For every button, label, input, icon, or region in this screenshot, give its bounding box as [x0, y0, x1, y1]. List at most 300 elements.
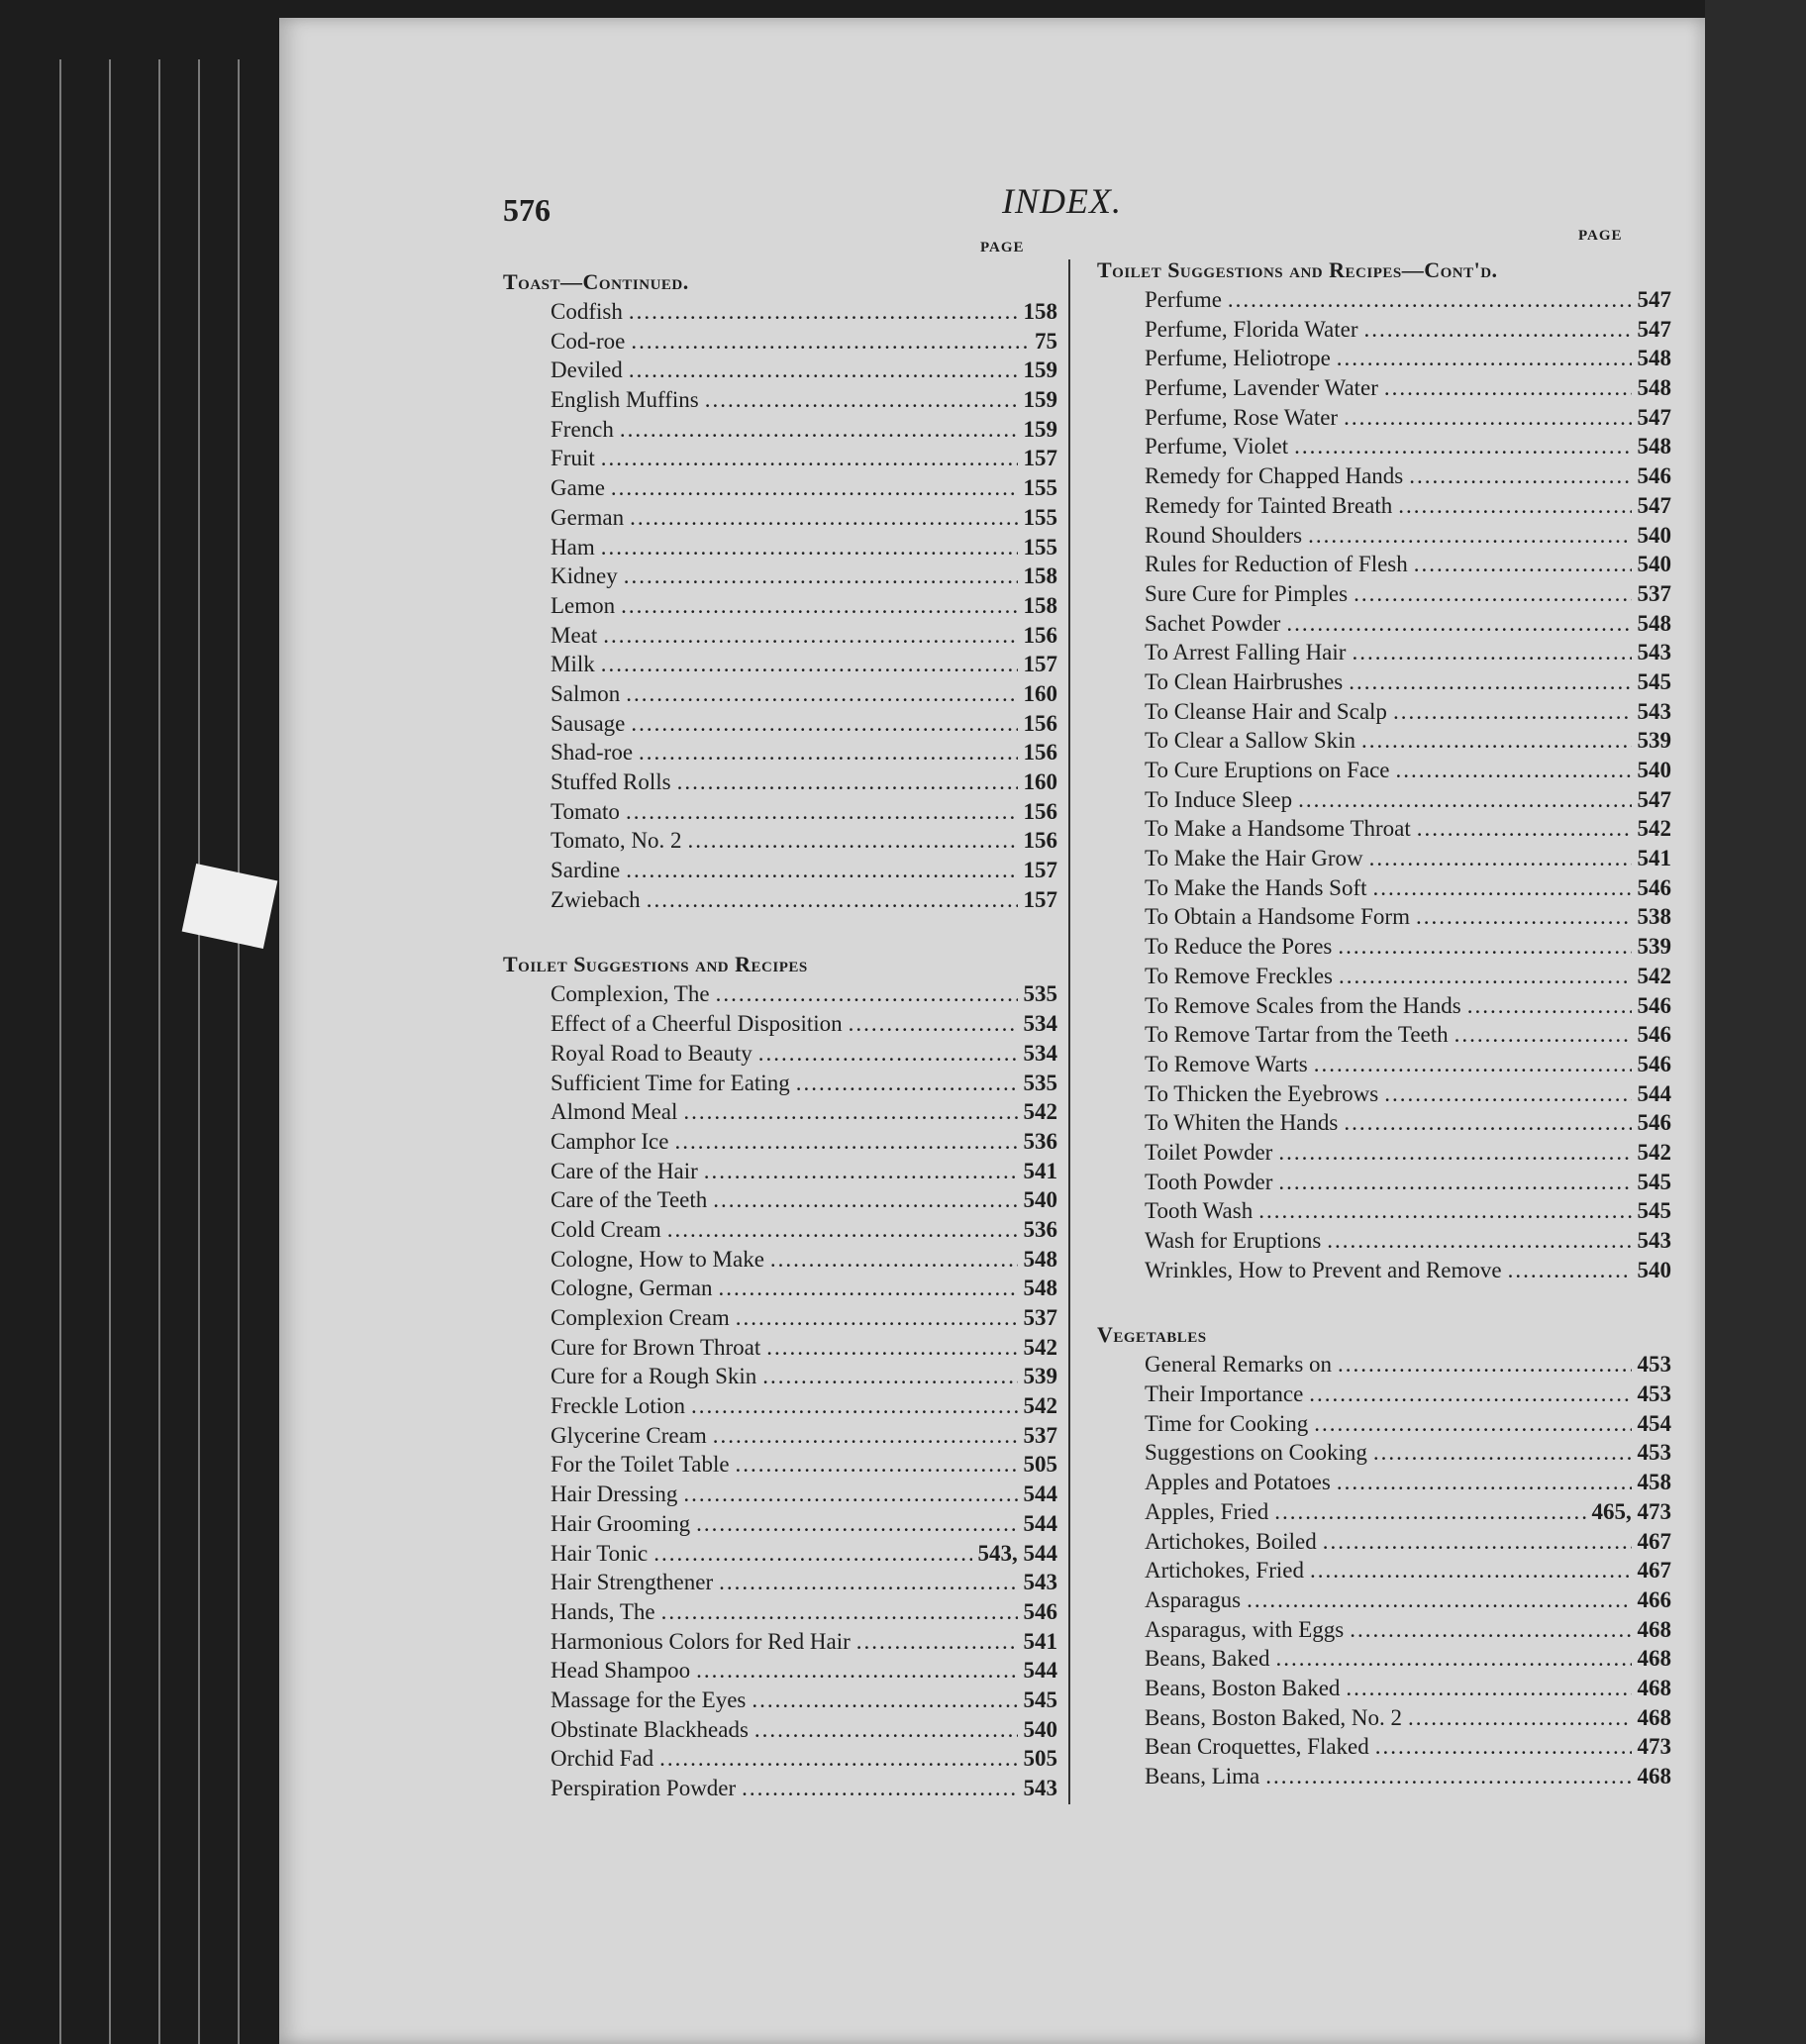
- index-entry: [503, 709, 1057, 739]
- entry-label: To Remove Scales from the Hands: [1145, 992, 1461, 1018]
- left-page-column-header: PAGE: [980, 240, 1025, 256]
- dot-leader: [631, 709, 1017, 739]
- dot-leader: [796, 1069, 1018, 1098]
- index-entry: [503, 856, 1057, 885]
- entry-label: Hair Dressing: [551, 1482, 678, 1507]
- index-entry: [1097, 521, 1671, 551]
- dot-leader: [683, 1097, 1017, 1127]
- entry-page: 543: [1637, 698, 1671, 724]
- index-entry: [503, 356, 1057, 385]
- index-entry: [1097, 1703, 1671, 1733]
- index-entry: [1097, 638, 1671, 667]
- entry-page: 541: [1023, 1628, 1057, 1654]
- index-entry: [1097, 1527, 1671, 1557]
- dot-leader: [1352, 638, 1631, 667]
- index-entry: [503, 562, 1057, 591]
- entry-page: 468: [1637, 1646, 1671, 1672]
- entry-label: Cologne, How to Make: [551, 1246, 764, 1272]
- index-entry: [503, 885, 1057, 915]
- section-gap: [1097, 1284, 1671, 1320]
- entry-page: 546: [1637, 992, 1671, 1018]
- dot-leader: [1339, 962, 1631, 991]
- dot-leader: [742, 1774, 1017, 1803]
- dot-leader: [624, 562, 1018, 591]
- entry-label: To Remove Tartar from the Teeth: [1145, 1022, 1449, 1048]
- dot-leader: [683, 1480, 1017, 1509]
- entry-page: 468: [1637, 1764, 1671, 1788]
- index-entry: [1097, 814, 1671, 844]
- entry-page: 536: [1023, 1128, 1057, 1154]
- entry-page: 543: [1637, 1228, 1671, 1253]
- index-entry: [1097, 403, 1671, 433]
- dot-leader: [601, 444, 1018, 473]
- entry-label: Milk: [551, 652, 595, 677]
- index-entry: [1097, 697, 1671, 727]
- dot-leader: [736, 1450, 1018, 1480]
- index-entry: [1097, 1762, 1671, 1791]
- index-entry: [503, 1480, 1057, 1509]
- dot-leader: [762, 1362, 1017, 1391]
- column-divider: [1068, 259, 1070, 1804]
- entry-label: Codfish: [551, 299, 623, 324]
- index-entry: [503, 1333, 1057, 1363]
- index-entry: [1097, 1644, 1671, 1674]
- index-entry: [1097, 1079, 1671, 1109]
- dot-leader: [1337, 1468, 1632, 1497]
- dot-leader: [1361, 726, 1631, 756]
- dot-leader: [766, 1333, 1017, 1363]
- dot-leader: [1309, 1380, 1631, 1409]
- entry-page: 542: [1023, 1393, 1057, 1419]
- index-entry: [1097, 1138, 1671, 1168]
- dot-leader: [1417, 814, 1632, 844]
- index-entry: [1097, 1556, 1671, 1585]
- entry-label: To Obtain a Handsome Form: [1145, 904, 1410, 930]
- index-entry: [503, 826, 1057, 856]
- dot-leader: [653, 1539, 971, 1569]
- entry-label: Beans, Boston Baked: [1145, 1675, 1341, 1700]
- index-entry: [503, 1686, 1057, 1715]
- entry-page: 156: [1023, 798, 1057, 824]
- dot-leader: [1373, 1438, 1632, 1468]
- dot-leader: [856, 1627, 1018, 1657]
- entry-label: Sausage: [551, 710, 626, 736]
- entry-label: Kidney: [551, 563, 618, 589]
- dot-leader: [1247, 1585, 1631, 1615]
- entry-label: Rules for Reduction of Flesh: [1145, 552, 1408, 577]
- entry-label: For the Toilet Table: [551, 1452, 730, 1478]
- entry-page: 547: [1637, 287, 1671, 312]
- entry-label: Their Importance: [1145, 1381, 1304, 1407]
- entry-page: 545: [1637, 668, 1671, 694]
- dot-leader: [705, 385, 1018, 415]
- entry-page: 158: [1023, 299, 1057, 324]
- dot-leader: [659, 1744, 1017, 1774]
- entry-label: Cod-roe: [551, 328, 626, 354]
- entry-page: 539: [1637, 728, 1671, 754]
- index-entry: [503, 385, 1057, 415]
- entry-label: Hair Strengthener: [551, 1570, 714, 1595]
- entry-label: To Remove Warts: [1145, 1051, 1308, 1076]
- dot-leader: [626, 797, 1018, 827]
- index-entry: [503, 1744, 1057, 1774]
- entry-page: 539: [1637, 934, 1671, 960]
- dot-leader: [1396, 756, 1632, 785]
- dot-leader: [1265, 1762, 1631, 1791]
- entry-label: Zwiebach: [551, 886, 641, 912]
- entry-page: 468: [1637, 1704, 1671, 1730]
- entry-page: 467: [1637, 1528, 1671, 1554]
- entry-label: German: [551, 504, 625, 530]
- entry-label: Perspiration Powder: [551, 1776, 737, 1800]
- dot-leader: [601, 533, 1018, 562]
- entry-page: 548: [1637, 375, 1671, 401]
- entry-page: 538: [1637, 904, 1671, 930]
- entry-page: 543: [1023, 1570, 1057, 1595]
- entry-page: 158: [1023, 592, 1057, 618]
- dot-leader: [1344, 403, 1631, 433]
- entry-page: 534: [1023, 1040, 1057, 1066]
- entry-page: 546: [1637, 1022, 1671, 1048]
- index-entry: [1097, 285, 1671, 315]
- entry-label: Hands, The: [551, 1598, 655, 1624]
- entry-label: To Make a Handsome Throat: [1145, 816, 1411, 842]
- dot-leader: [1384, 1079, 1631, 1109]
- index-entry: [503, 533, 1057, 562]
- entry-label: To Clean Hairbrushes: [1145, 668, 1344, 694]
- entry-label: Lemon: [551, 592, 616, 618]
- dot-leader: [719, 1568, 1017, 1597]
- right-page-column-header: PAGE: [1578, 228, 1623, 244]
- entry-page: 547: [1637, 492, 1671, 518]
- index-entry: [503, 1627, 1057, 1657]
- index-entry: [503, 1185, 1057, 1215]
- index-entry: [1097, 1497, 1671, 1527]
- entry-page: 156: [1023, 622, 1057, 648]
- dot-leader: [713, 1185, 1017, 1215]
- entry-label: Cure for Brown Throat: [551, 1334, 761, 1360]
- dot-leader: [1350, 1615, 1631, 1645]
- entry-label: Perfume, Lavender Water: [1145, 375, 1378, 401]
- entry-page: 467: [1637, 1558, 1671, 1584]
- entry-page: 546: [1023, 1598, 1057, 1624]
- dot-leader: [719, 1274, 1018, 1303]
- entry-label: Wrinkles, How to Prevent and Remove: [1145, 1257, 1502, 1282]
- index-entry: [1097, 756, 1671, 785]
- entry-label: To Induce Sleep: [1145, 786, 1293, 812]
- index-entry: [503, 738, 1057, 767]
- index-entry: [503, 1391, 1057, 1421]
- entry-page: 548: [1023, 1276, 1057, 1301]
- right-column: [1097, 256, 1671, 1791]
- page-edge: [59, 59, 61, 2044]
- entry-label: To Cure Eruptions on Face: [1145, 758, 1390, 782]
- dot-leader: [770, 1245, 1018, 1275]
- dot-leader: [1409, 461, 1631, 491]
- dot-leader: [704, 1157, 1018, 1186]
- index-entry: [503, 767, 1057, 797]
- dot-leader: [1408, 1703, 1631, 1733]
- entry-page: 537: [1637, 580, 1671, 606]
- entry-label: Almond Meal: [551, 1099, 678, 1125]
- entry-label: Head Shampoo: [551, 1658, 691, 1684]
- entry-page: 547: [1637, 316, 1671, 342]
- index-entry: [503, 1568, 1057, 1597]
- entry-label: Tomato: [551, 798, 620, 824]
- entry-page: 546: [1637, 463, 1671, 489]
- entry-page: 505: [1023, 1452, 1057, 1478]
- entry-page: 537: [1023, 1305, 1057, 1330]
- entry-label: Beans, Lima: [1145, 1764, 1260, 1788]
- entry-label: Ham: [551, 534, 595, 560]
- entry-label: Toilet Powder: [1145, 1139, 1273, 1165]
- entry-page: 545: [1023, 1686, 1057, 1712]
- dot-leader: [631, 327, 1029, 357]
- index-entry: [1097, 1108, 1671, 1138]
- entry-label: Time for Cooking: [1145, 1410, 1309, 1436]
- entry-page: 155: [1023, 504, 1057, 530]
- entry-page: 539: [1023, 1364, 1057, 1389]
- page-number: 576: [503, 192, 551, 228]
- entry-page: 543: [1023, 1776, 1057, 1800]
- entry-label: Game: [551, 475, 605, 501]
- entry-label: Royal Road to Beauty: [551, 1040, 752, 1066]
- dot-leader: [621, 591, 1017, 621]
- entry-label: Complexion, The: [551, 981, 710, 1007]
- entry-label: Sachet Powder: [1145, 610, 1281, 636]
- entry-page: 545: [1637, 1169, 1671, 1194]
- index-entry: [503, 1509, 1057, 1539]
- entry-label: Obstinate Blackheads: [551, 1716, 749, 1742]
- dot-leader: [696, 1509, 1017, 1539]
- entry-page: 155: [1023, 534, 1057, 560]
- index-entry: [503, 1597, 1057, 1627]
- index-entry: [1097, 1256, 1671, 1285]
- dot-leader: [630, 503, 1017, 533]
- entry-page: 158: [1023, 563, 1057, 589]
- dot-leader: [713, 1421, 1018, 1451]
- entry-page: 454: [1637, 1410, 1671, 1436]
- index-entry: [503, 1421, 1057, 1451]
- entry-label: Sardine: [551, 858, 621, 883]
- dot-leader: [1393, 697, 1632, 727]
- entry-label: Orchid Fad: [551, 1746, 654, 1772]
- entry-label: French: [551, 416, 614, 442]
- index-entry: [503, 1774, 1057, 1803]
- index-entry: [1097, 1468, 1671, 1497]
- entry-label: Remedy for Tainted Breath: [1145, 492, 1393, 518]
- dot-leader: [1467, 991, 1632, 1021]
- page-edge: [158, 59, 160, 2044]
- entry-label: Massage for the Eyes: [551, 1686, 747, 1712]
- entry-label: Care of the Hair: [551, 1158, 698, 1183]
- index-entry: [503, 1157, 1057, 1186]
- dot-leader: [736, 1303, 1018, 1333]
- dot-leader: [639, 738, 1017, 767]
- dot-leader: [1384, 373, 1632, 403]
- entry-label: Camphor Ice: [551, 1128, 669, 1154]
- section-heading: Toilet Suggestions and Recipes—Cont'd.: [1097, 257, 1498, 282]
- entry-page: 543, 544: [977, 1540, 1057, 1566]
- dot-leader: [696, 1656, 1017, 1686]
- index-entry: [503, 1715, 1057, 1745]
- entry-label: Glycerine Cream: [551, 1422, 707, 1448]
- dot-leader: [1298, 785, 1631, 815]
- entry-page: 540: [1637, 1257, 1671, 1282]
- dot-leader: [1286, 609, 1631, 639]
- entry-page: 547: [1637, 404, 1671, 430]
- index-entry: [503, 591, 1057, 621]
- dot-leader: [716, 979, 1018, 1009]
- index-entry: [1097, 1585, 1671, 1615]
- entry-page: 156: [1023, 828, 1057, 854]
- entry-page: 542: [1637, 816, 1671, 842]
- index-entry: [1097, 902, 1671, 932]
- dot-leader: [688, 826, 1018, 856]
- dot-leader: [758, 1039, 1018, 1069]
- entry-page: 546: [1637, 1110, 1671, 1136]
- entry-page: 545: [1637, 1198, 1671, 1224]
- dot-leader: [1338, 932, 1631, 962]
- entry-label: Beans, Baked: [1145, 1646, 1270, 1672]
- entry-page: 505: [1023, 1746, 1057, 1772]
- dot-leader: [1338, 1350, 1631, 1380]
- entry-page: 157: [1023, 446, 1057, 471]
- index-entry: [503, 650, 1057, 679]
- entry-page: 540: [1023, 1187, 1057, 1213]
- dot-leader: [1416, 902, 1632, 932]
- index-entry: [1097, 991, 1671, 1021]
- entry-page: 541: [1023, 1158, 1057, 1183]
- dot-leader: [849, 1009, 1018, 1039]
- dot-leader: [601, 650, 1018, 679]
- dot-leader: [1337, 344, 1632, 373]
- entry-label: Wash for Eruptions: [1145, 1228, 1322, 1253]
- dot-leader: [1327, 1226, 1631, 1256]
- entry-label: Perfume, Rose Water: [1145, 404, 1339, 430]
- entry-page: 544: [1023, 1658, 1057, 1684]
- index-entry: [1097, 579, 1671, 609]
- entry-label: Artichokes, Boiled: [1145, 1528, 1317, 1554]
- dot-leader: [1414, 550, 1632, 579]
- entry-page: 542: [1023, 1099, 1057, 1125]
- entry-label: To Make the Hair Grow: [1145, 846, 1363, 871]
- section-heading: Toilet Suggestions and Recipes: [503, 952, 808, 977]
- dot-leader: [1508, 1256, 1632, 1285]
- dot-leader: [1228, 285, 1632, 315]
- entry-label: Cologne, German: [551, 1276, 713, 1301]
- dot-leader: [1314, 1409, 1631, 1439]
- entry-page: 537: [1023, 1422, 1057, 1448]
- index-entry: [1097, 932, 1671, 962]
- section-gap: [503, 914, 1057, 950]
- entry-page: 453: [1637, 1440, 1671, 1466]
- entry-label: Cold Cream: [551, 1216, 661, 1242]
- dot-leader: [1455, 1020, 1632, 1050]
- index-entry: [1097, 844, 1671, 873]
- entry-label: Sufficient Time for Eating: [551, 1070, 790, 1095]
- index-entry: [503, 979, 1057, 1009]
- section-heading: Toast—Continued.: [503, 269, 689, 294]
- dot-leader: [1369, 844, 1632, 873]
- index-entry: [1097, 1020, 1671, 1050]
- index-entry: [503, 1450, 1057, 1480]
- entry-page: 159: [1023, 387, 1057, 413]
- entry-label: To Clear a Sallow Skin: [1145, 728, 1356, 754]
- entry-page: 542: [1637, 963, 1671, 988]
- entry-label: To Remove Freckles: [1145, 963, 1334, 988]
- index-entry: [1097, 491, 1671, 521]
- entry-label: Perfume, Violet: [1145, 434, 1289, 460]
- index-entry: [1097, 315, 1671, 345]
- index-entry: [503, 1069, 1057, 1098]
- dot-leader: [1375, 1732, 1632, 1762]
- entry-page: 544: [1023, 1482, 1057, 1507]
- index-entry: [503, 1539, 1057, 1569]
- entry-page: 159: [1023, 416, 1057, 442]
- entry-page: 544: [1637, 1080, 1671, 1106]
- index-entry: [503, 1303, 1057, 1333]
- entry-page: 546: [1637, 874, 1671, 900]
- dot-leader: [1323, 1527, 1632, 1557]
- entry-label: Bean Croquettes, Flaked: [1145, 1734, 1369, 1760]
- entry-page: 540: [1637, 758, 1671, 782]
- index-entry: [503, 415, 1057, 445]
- index-entry: [503, 1274, 1057, 1303]
- entry-label: Sure Cure for Pimples: [1145, 580, 1349, 606]
- entry-label: Tooth Wash: [1145, 1198, 1254, 1224]
- entry-page: 160: [1023, 769, 1057, 794]
- entry-label: Shad-roe: [551, 740, 634, 766]
- index-entry: [503, 621, 1057, 651]
- entry-label: Perfume, Florida Water: [1145, 316, 1358, 342]
- dot-leader: [754, 1715, 1018, 1745]
- index-entry: [1097, 1350, 1671, 1380]
- entry-page: 155: [1023, 475, 1057, 501]
- entry-page: 548: [1637, 346, 1671, 371]
- entry-page: 159: [1023, 358, 1057, 383]
- index-entry: [503, 1097, 1057, 1127]
- dot-leader: [677, 767, 1018, 797]
- index-entry: [1097, 1380, 1671, 1409]
- dot-leader: [626, 856, 1017, 885]
- index-entry: [503, 297, 1057, 327]
- entry-label: Artichokes, Fried: [1145, 1558, 1304, 1584]
- entry-label: Hair Tonic: [551, 1540, 649, 1566]
- dot-leader: [611, 473, 1018, 503]
- entry-page: 468: [1637, 1616, 1671, 1642]
- entry-label: Complexion Cream: [551, 1305, 730, 1330]
- index-entry: [503, 327, 1057, 357]
- index-entry: [1097, 726, 1671, 756]
- right-dark-edge: [1705, 0, 1806, 2044]
- dot-leader: [1274, 1497, 1585, 1527]
- index-entry: [503, 1215, 1057, 1245]
- dot-leader: [1398, 491, 1631, 521]
- entry-page: 458: [1637, 1470, 1671, 1495]
- entry-page: 542: [1023, 1334, 1057, 1360]
- index-entry: [1097, 873, 1671, 903]
- entry-page: 536: [1023, 1216, 1057, 1242]
- index-entry: [1097, 1409, 1671, 1439]
- entry-label: To Cleanse Hair and Scalp: [1145, 698, 1387, 724]
- entry-page: 542: [1637, 1139, 1671, 1165]
- left-column: [503, 267, 1057, 1803]
- index-entry: [503, 444, 1057, 473]
- index-entry: [1097, 344, 1671, 373]
- page-edge: [198, 59, 200, 2044]
- index-entry: [1097, 432, 1671, 461]
